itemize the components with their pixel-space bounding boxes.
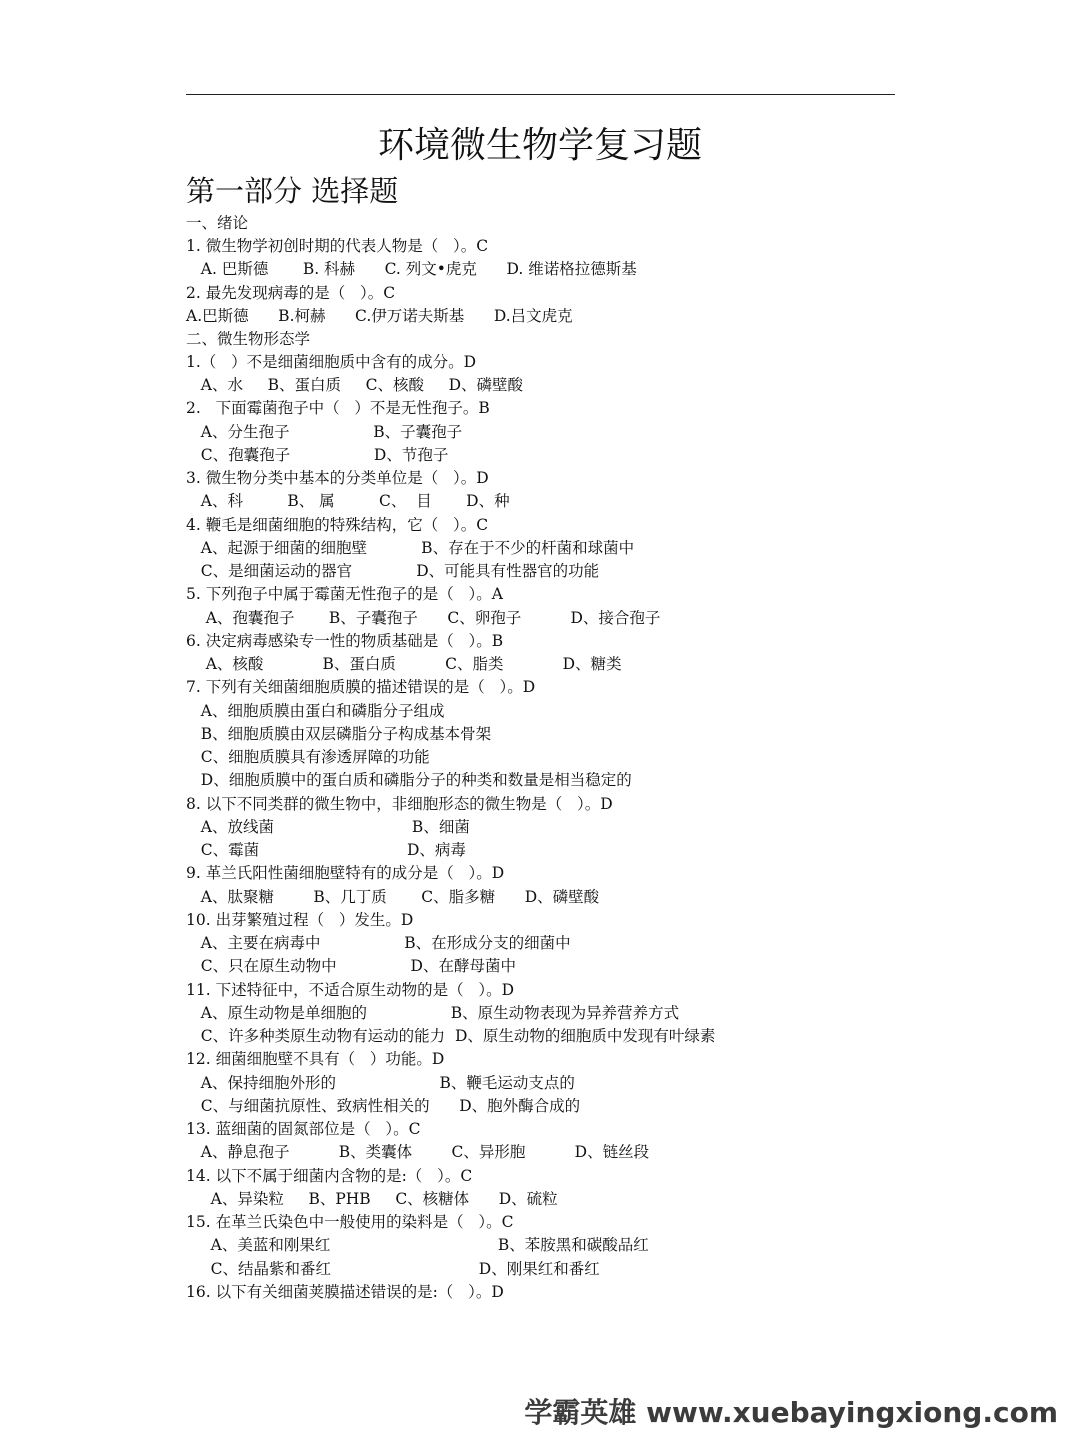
question-line: A、原生动物是单细胞的 B、原生动物表现为异养营养方式 (186, 1004, 680, 1022)
question-line: A、核酸 B、蛋白质 C、脂类 D、糖类 (186, 655, 622, 673)
question-line: 5. 下列孢子中属于霉菌无性孢子的是（ ）。A (186, 585, 503, 603)
question-line: A、美蓝和刚果红 B、苯胺黑和碳酸品红 (186, 1236, 649, 1254)
question-line: A、放线菌 B、细菌 (186, 818, 470, 836)
question-line: 14. 以下不属于细菌内含物的是:（ ）。C (186, 1167, 473, 1185)
question-line: C、只在原生动物中 D、在酵母菌中 (186, 957, 516, 975)
question-line: 6. 决定病毒感染专一性的物质基础是（ ）。B (186, 632, 504, 650)
question-line: 13. 蓝细菌的固氮部位是（ ）。C (186, 1120, 421, 1138)
question-line: 1. 微生物学初创时期的代表人物是（ ）。C (186, 237, 489, 255)
question-line: C、霉菌 D、病毒 (186, 841, 466, 859)
question-line: A、起源于细菌的细胞壁 B、存在于不少的杆菌和球菌中 (186, 539, 635, 557)
question-line: C、结晶紫和番红 D、刚果红和番红 (186, 1260, 600, 1278)
question-line: C、细胞质膜具有渗透屏障的功能 (186, 748, 430, 766)
question-line: A.巴斯德 B.柯赫 C.伊万诺夫斯基 D.吕文虎克 (186, 307, 573, 325)
question-line: C、许多种类原生动物有运动的能力 D、原生动物的细胞质中发现有叶绿素 (186, 1027, 716, 1045)
question-line: 8. 以下不同类群的微生物中，非细胞形态的微生物是（ ）。D (186, 795, 613, 813)
question-line: A、保持细胞外形的 B、鞭毛运动支点的 (186, 1074, 575, 1092)
question-line: 二、微生物形态学 (186, 330, 311, 348)
question-line: 16. 以下有关细菌荚膜描述错误的是:（ ）。D (186, 1283, 504, 1301)
question-line: A、异染粒 B、PHB C、核糖体 D、硫粒 (186, 1190, 558, 1208)
question-line: C、孢囊孢子 D、节孢子 (186, 446, 449, 464)
question-line: 2. 最先发现病毒的是（ ）。C (186, 284, 396, 302)
question-line: 12. 细菌细胞壁不具有（ ）功能。D (186, 1050, 445, 1068)
section-title: 第一部分 选择题 (186, 174, 399, 208)
question-line: 4. 鞭毛是细菌细胞的特殊结构，它（ ）。C (186, 516, 489, 534)
question-line: 15. 在革兰氏染色中一般使用的染料是（ ）。C (186, 1213, 514, 1231)
question-line: 7. 下列有关细菌细胞质膜的描述错误的是（ ）。D (186, 678, 536, 696)
question-line: A、科 B、 属 C、 目 D、种 (186, 492, 510, 510)
question-line: C、与细菌抗原性、致病性相关的 D、胞外酶合成的 (186, 1097, 581, 1115)
question-line: A、静息孢子 B、类囊体 C、异形胞 D、链丝段 (186, 1143, 650, 1161)
question-line: A、主要在病毒中 B、在形成分支的细菌中 (186, 934, 571, 952)
question-line: A. 巴斯德 B. 科赫 C. 列文•虎克 D. 维诺格拉德斯基 (186, 260, 637, 278)
question-line: 2. 下面霉菌孢子中（ ）不是无性孢子。B (186, 399, 490, 417)
question-line: A、孢囊孢子 B、子囊孢子 C、卵孢子 D、接合孢子 (186, 609, 661, 627)
question-line: D、细胞质膜中的蛋白质和磷脂分子的种类和数量是相当稳定的 (186, 771, 632, 789)
question-line: A、水 B、蛋白质 C、核酸 D、磷壁酸 (186, 376, 524, 394)
question-line: B、细胞质膜由双层磷脂分子构成基本骨架 (186, 725, 492, 743)
question-line: 10. 出芽繁殖过程（ ）发生。D (186, 911, 414, 929)
question-line: 3. 微生物分类中基本的分类单位是（ ）。D (186, 469, 489, 487)
question-line: 1.（ ）不是细菌细胞质中含有的成分。D (186, 353, 476, 371)
question-line: A、细胞质膜由蛋白和磷脂分子组成 (186, 702, 445, 720)
question-line: C、是细菌运动的器官 D、可能具有性器官的功能 (186, 562, 600, 580)
question-line: 一、绪论 (186, 214, 249, 232)
header-rule (186, 94, 895, 95)
question-line: 11. 下述特征中，不适合原生动物的是（ ）。D (186, 981, 515, 999)
site-watermark: 学霸英雄 www.xuebayingxiong.com (524, 1396, 1058, 1429)
document-title: 环境微生物学复习题 (377, 125, 702, 166)
question-line: A、肽聚糖 B、几丁质 C、脂多糖 D、磷壁酸 (186, 888, 600, 906)
question-line: 9. 革兰氏阳性菌细胞壁特有的成分是（ ）。D (186, 864, 505, 882)
question-line: A、分生孢子 B、子囊孢子 (186, 423, 463, 441)
